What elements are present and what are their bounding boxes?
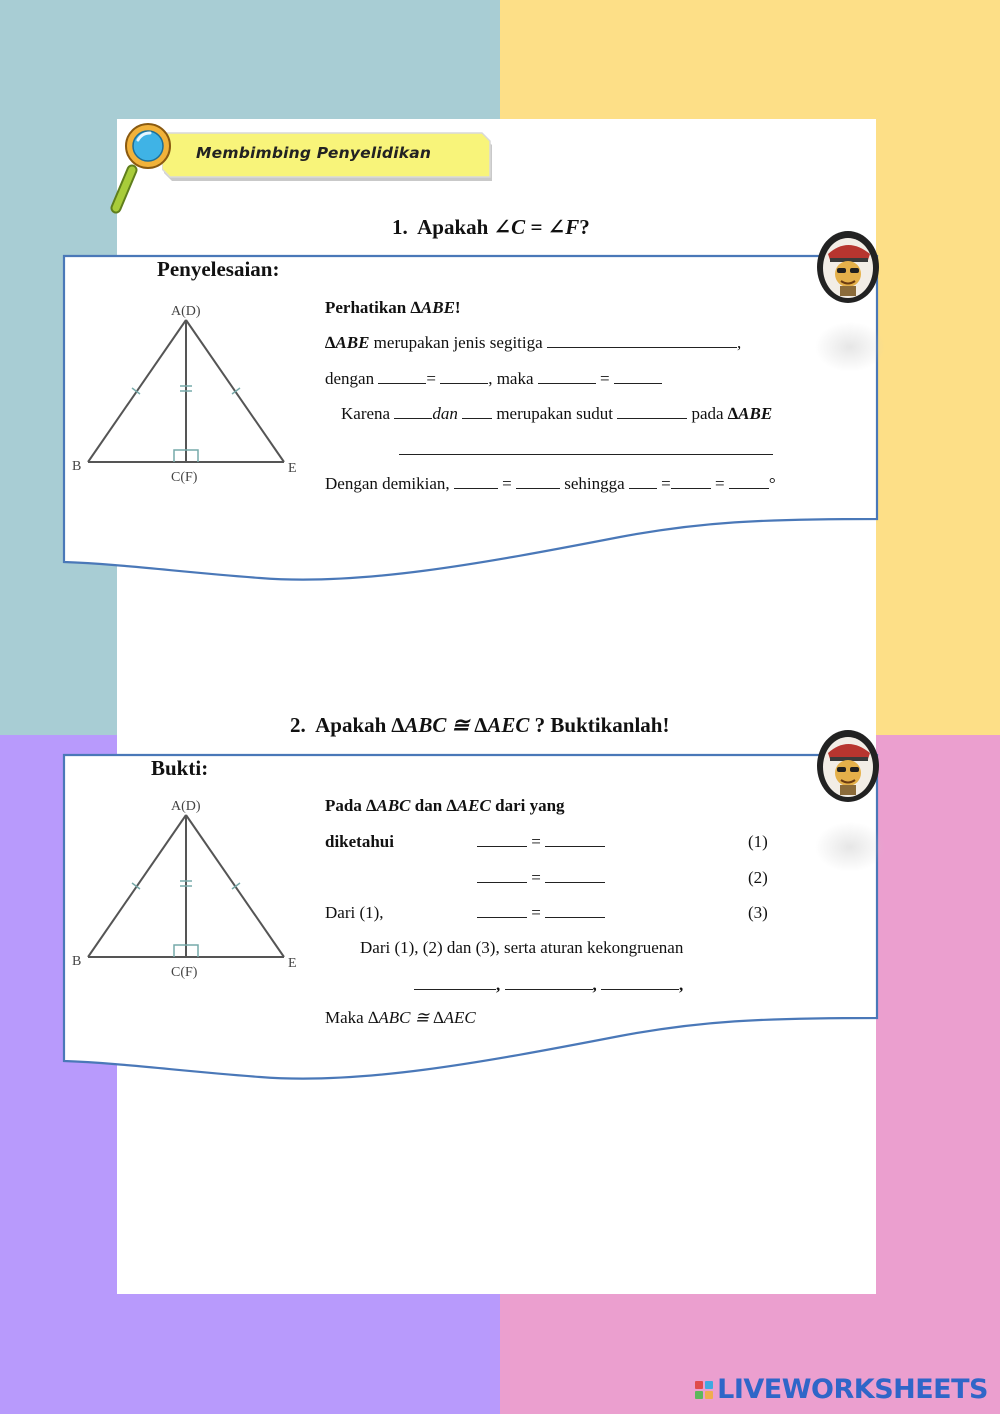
character-avatar-icon [816, 230, 880, 304]
blank-input[interactable] [454, 474, 498, 489]
vertex-label-foot: C(F) [171, 965, 198, 980]
vertex-label-foot: C(F) [171, 470, 198, 485]
blank-input[interactable] [538, 369, 596, 384]
equation-number-2: (2) [748, 868, 768, 887]
q2-line-2-label: diketahui [325, 832, 394, 851]
q1-line-4: Karena dan merupakan sudut pada ∆ABE [341, 404, 773, 423]
q1-line-2: ∆ABE merupakan jenis segitiga , [325, 333, 742, 352]
blank-input[interactable] [477, 832, 527, 847]
vertex-label-left: B [72, 954, 82, 969]
q1-line-5 [399, 440, 773, 460]
vertex-label-right: E [288, 461, 297, 476]
section-label-bukti: Bukti: [151, 756, 209, 780]
blank-input[interactable] [614, 369, 662, 384]
q1-line-3: dengan = , maka = [325, 369, 662, 389]
character-avatar-icon [816, 729, 880, 803]
blank-input[interactable] [545, 868, 605, 883]
liveworksheets-logo [695, 1374, 988, 1405]
vertex-label-right: E [288, 956, 297, 971]
banner-title: Membimbing Penyelidikan [196, 144, 432, 162]
vertex-label-apex: A(D) [171, 799, 201, 814]
equation-number-3: (3) [748, 903, 768, 922]
blank-input[interactable] [516, 474, 560, 489]
brand-name: LIVEWORKSHEETS [717, 1374, 988, 1405]
magnifier-icon [108, 120, 180, 215]
decor-glow [815, 822, 885, 872]
decor-glow [815, 322, 885, 372]
q2-line-7: Maka ∆ABC ≅ ∆AEC [325, 1008, 476, 1027]
vertex-label-apex: A(D) [171, 304, 201, 319]
blank-input[interactable] [545, 832, 605, 847]
q2-line-5: Dari (1), (2) dan (3), serta aturan kekongruenan [360, 938, 684, 957]
q2-line-4-label: Dari (1), [325, 903, 384, 922]
equation-number-1: (1) [748, 832, 768, 851]
blank-input[interactable] [477, 903, 527, 918]
section-label-penyelesaian: Penyelesaian: [157, 257, 280, 281]
question-2-title: 2. Apakah ∆ABC ≅ ∆AEC ? Buktikanlah! [290, 713, 670, 737]
q2-equation-2: = [477, 868, 605, 888]
blank-input[interactable] [617, 404, 687, 419]
blank-input[interactable] [505, 975, 593, 990]
blank-input[interactable] [378, 369, 426, 384]
question-1-math: ∠C = ∠F [493, 215, 580, 239]
blank-input[interactable] [629, 474, 657, 489]
question-2-math: ∆ABC ≅ ∆AEC [391, 713, 530, 737]
blank-input[interactable] [414, 975, 496, 990]
triangle-diagram-1 [68, 298, 300, 490]
q1-line-6: Dengan demikian, = sehingga = = ° [325, 474, 776, 493]
blank-input[interactable] [729, 474, 769, 489]
vertex-label-left: B [72, 459, 82, 474]
blank-input[interactable] [547, 333, 737, 348]
q2-equation-1: = [477, 832, 605, 852]
blank-input[interactable] [440, 369, 488, 384]
blank-input[interactable] [601, 975, 679, 990]
triangle-diagram-2 [68, 793, 300, 985]
question-1-title: 1. Apakah ∠C = ∠F? [392, 215, 590, 239]
q1-line-1: Perhatikan ∆ABE! [325, 298, 461, 317]
blank-input[interactable] [545, 903, 605, 918]
liveworksheets-mark-icon [695, 1381, 713, 1399]
q2-line-6: , , , [414, 975, 683, 995]
blank-input[interactable] [477, 868, 527, 883]
q2-equation-3: = [477, 903, 605, 923]
blank-input[interactable] [394, 404, 432, 419]
blank-input[interactable] [399, 440, 773, 455]
blank-input[interactable] [671, 474, 711, 489]
blank-input[interactable] [462, 404, 492, 419]
q2-line-1: Pada ∆ABC dan ∆AEC dari yang [325, 796, 565, 815]
